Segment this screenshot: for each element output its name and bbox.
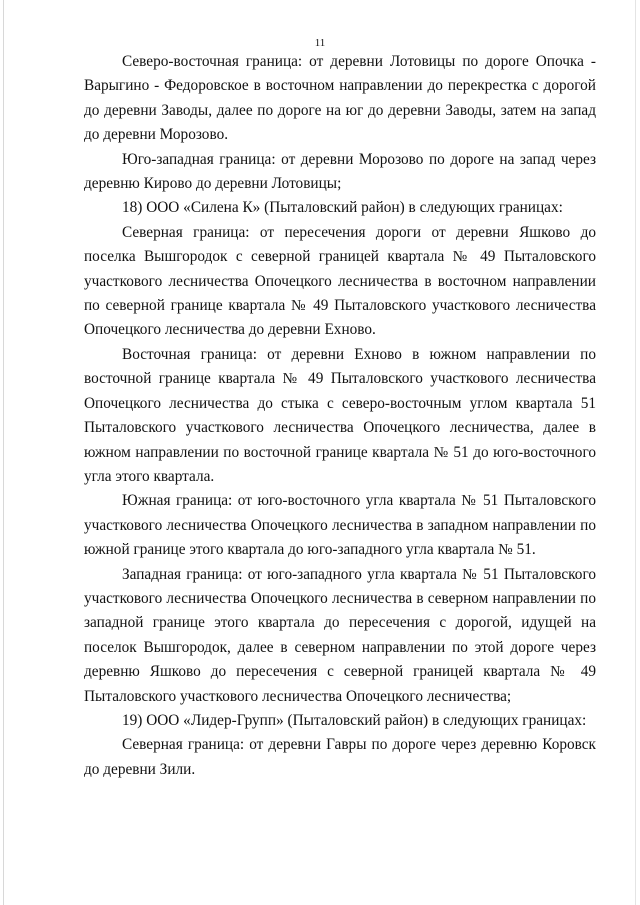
paragraph-north-border: Северная граница: от пересечения дороги от деревни Яшково до поселка Вышгородок с северной границей квартала № 49 Пыталовского участкового лесничества Опочецкого лесничества в восточном направлении по северной границе квартала № 49 Пыталовского участкового лесничества Опочецкого лесничества до деревни Ехново. bbox=[84, 223, 596, 339]
paragraph-east-border: Восточная граница: от деревни Ехново в южном направлении по восточной границе квартала № 49 Пыталовского участкового лесничества Опочецкого лесничества до стыка с северо-восточным углом квартала 51 Пыталовского участкового лесничества Опочецкого лесничества, далее в южном направлении по восточной границе квартала № 51 до юго-восточного угла этого квартала. bbox=[84, 345, 596, 485]
paragraph-item-18-heading: 18) ООО «Силена К» (Пыталовский район) в следующих границах: bbox=[122, 199, 563, 217]
paragraph-south-border: Южная граница: от юго-восточного угла квартала № 51 Пыталовского участкового лесничества Опочецкого лесничества в западном направлении по южной границе этого квартала до юго-западного угла квартала № 51. bbox=[84, 492, 596, 559]
paragraph-west-border: Западная граница: от юго-западного угла квартала № 51 Пыталовского участкового лесничества Опочецкого лесничества в северном направлении по западной границе этого квартала до пересечения с дорогой, идущей на поселок Вышгородок, далее в северном направлении по этой дороге через деревню Яшково до пересечения с северной границей квартала № 49 Пыталовского участкового лесничества Опочецкого лесничества; bbox=[84, 565, 596, 705]
paragraph-southwest-border: Юго-западная граница: от деревни Морозово по дороге на запад через деревню Кирово до деревни Лотовицы; bbox=[84, 150, 596, 193]
document-body bbox=[84, 50, 596, 782]
scan-edge-right bbox=[635, 0, 636, 905]
paragraph-north-border-19: Северная граница: от деревни Гавры по дороге через деревню Коровск до деревни Зили. bbox=[84, 736, 596, 778]
paragraph-northeast-border: Северо-восточная граница: от деревни Лотовицы по дороге Опочка - Варыгино - Федоровское в восточном направлении до перекрестка с дорогой до деревни Заводы, далее по дороге на юг до деревни Заводы, затем на запад до деревни Морозово. bbox=[84, 53, 596, 144]
paragraph-item-19-heading: 19) ООО «Лидер-Групп» (Пыталовский район) в следующих границах: bbox=[122, 711, 587, 729]
scan-edge-left bbox=[3, 0, 4, 905]
page-number: 11 bbox=[314, 37, 326, 49]
